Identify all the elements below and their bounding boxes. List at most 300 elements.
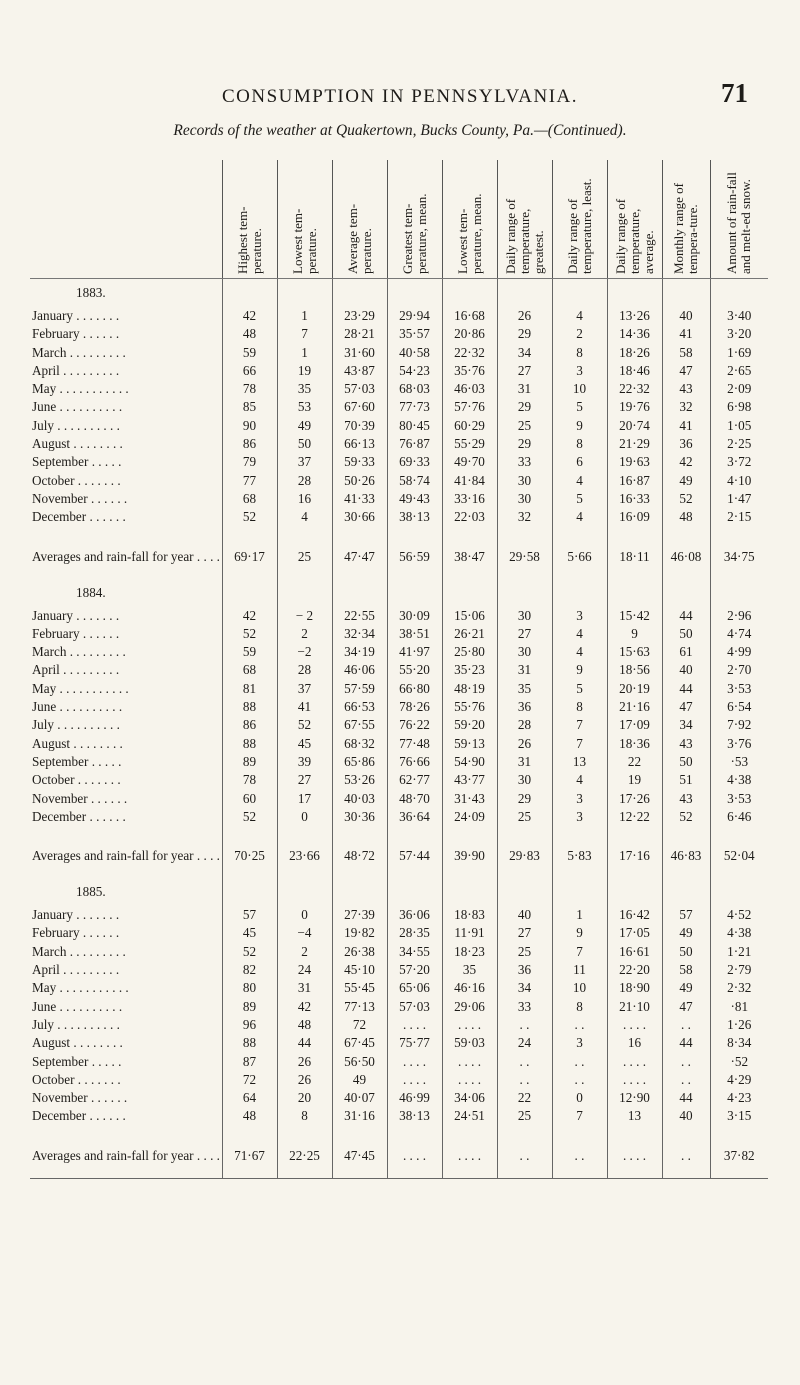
data-cell: 30	[497, 771, 552, 789]
data-cell: 48·19	[442, 680, 497, 698]
table-row	[30, 716, 768, 734]
table-row	[30, 906, 768, 924]
data-cell: 77·13	[332, 998, 387, 1016]
data-cell: 57	[662, 906, 710, 924]
data-cell: 28	[497, 716, 552, 734]
column-header-text: Daily range of temperature, average.	[612, 198, 656, 274]
data-cell: 58·74	[387, 472, 442, 490]
data-cell: 28·21	[332, 325, 387, 343]
empty-cell	[332, 826, 387, 834]
data-cell: 9	[552, 924, 607, 942]
empty-cell	[277, 878, 332, 906]
data-cell: 16·42	[607, 906, 662, 924]
empty-cell	[30, 527, 222, 535]
empty-cell	[387, 579, 442, 607]
empty-cell	[442, 579, 497, 607]
table-row	[30, 790, 768, 808]
empty-cell	[662, 878, 710, 906]
data-cell: . . . .	[387, 1016, 442, 1034]
data-cell: 41	[662, 417, 710, 435]
averages-label: Averages and rain-fall for year . . . .	[32, 848, 220, 864]
data-cell: 78·26	[387, 698, 442, 716]
column-header	[277, 160, 332, 279]
data-cell: 36·64	[387, 808, 442, 826]
table-row	[30, 808, 768, 826]
month-label: June . . . . . . . . . .	[32, 399, 123, 415]
data-cell: 19·82	[332, 924, 387, 942]
data-cell: 4	[552, 771, 607, 789]
average-cell: 70·25	[222, 834, 277, 878]
year-heading-row	[30, 279, 768, 308]
table-row	[30, 643, 768, 661]
data-cell: 1	[552, 906, 607, 924]
data-cell: 2·79	[710, 961, 768, 979]
table-row	[30, 307, 768, 325]
month-label: April . . . . . . . . .	[32, 962, 120, 978]
column-header	[442, 160, 497, 279]
data-cell: 85	[222, 398, 277, 416]
data-cell: 22·32	[442, 344, 497, 362]
data-cell: 24	[497, 1034, 552, 1052]
table-body	[30, 279, 768, 1179]
data-cell: 26	[497, 735, 552, 753]
data-cell: 2	[277, 943, 332, 961]
empty-cell	[552, 279, 607, 308]
month-label: October . . . . . . .	[32, 1071, 121, 1087]
table-row	[30, 453, 768, 471]
data-cell: 16·09	[607, 508, 662, 526]
data-cell: 19	[607, 771, 662, 789]
data-cell: 16·87	[607, 472, 662, 490]
column-header	[332, 160, 387, 279]
data-cell: 17·09	[607, 716, 662, 734]
data-cell: . . . .	[387, 1071, 442, 1089]
data-cell: 40	[497, 906, 552, 924]
data-cell: 45	[222, 924, 277, 942]
average-cell: . . . .	[442, 1134, 497, 1179]
data-cell: 32·34	[332, 625, 387, 643]
column-header-text: Highest tem-perature.	[234, 206, 264, 274]
data-cell: 22·32	[607, 380, 662, 398]
data-cell: 4	[552, 508, 607, 526]
data-cell: 8	[552, 435, 607, 453]
data-cell: 3	[552, 607, 607, 625]
spacer-row	[30, 527, 768, 535]
data-cell: 52	[222, 508, 277, 526]
data-cell: . .	[662, 1053, 710, 1071]
year-label: 1884.	[76, 584, 106, 600]
data-cell: . . . .	[607, 1016, 662, 1034]
data-cell: 67·45	[332, 1034, 387, 1052]
table-row	[30, 735, 768, 753]
empty-cell	[607, 279, 662, 308]
empty-cell	[497, 527, 552, 535]
data-cell: 1·69	[710, 344, 768, 362]
data-cell: 16	[277, 490, 332, 508]
data-cell: 30	[497, 643, 552, 661]
data-cell: 49	[332, 1071, 387, 1089]
month-label: May . . . . . . . . . . .	[32, 680, 129, 696]
data-cell: 55·45	[332, 979, 387, 997]
data-cell: 59·03	[442, 1034, 497, 1052]
month-label: November . . . . . .	[32, 790, 128, 806]
data-cell: 18·26	[607, 344, 662, 362]
data-cell: 30	[497, 490, 552, 508]
data-cell: 7·92	[710, 716, 768, 734]
empty-cell	[662, 527, 710, 535]
data-cell: 55·76	[442, 698, 497, 716]
data-cell: 43	[662, 735, 710, 753]
data-cell: 9	[552, 661, 607, 679]
column-header	[387, 160, 442, 279]
data-cell: 16·61	[607, 943, 662, 961]
data-cell: 5	[552, 680, 607, 698]
data-cell: 46·06	[332, 661, 387, 679]
data-cell: 3·76	[710, 735, 768, 753]
month-label: March . . . . . . . . .	[32, 943, 126, 959]
month-label: March . . . . . . . . .	[32, 644, 126, 660]
averages-row	[30, 535, 768, 579]
data-cell: 34	[497, 979, 552, 997]
average-cell: 5·66	[552, 535, 607, 579]
data-cell: 54·90	[442, 753, 497, 771]
month-label: October . . . . . . .	[32, 772, 121, 788]
month-label: July . . . . . . . . . .	[32, 1016, 120, 1032]
data-cell: 1·05	[710, 417, 768, 435]
data-cell: 1·26	[710, 1016, 768, 1034]
data-cell: 77·48	[387, 735, 442, 753]
empty-cell	[332, 279, 387, 308]
data-cell: 87	[222, 1053, 277, 1071]
data-cell: . .	[662, 1016, 710, 1034]
data-cell: 52	[222, 943, 277, 961]
data-cell: 29	[497, 325, 552, 343]
data-cell: 2	[277, 625, 332, 643]
data-cell: 60·29	[442, 417, 497, 435]
data-cell: 70·39	[332, 417, 387, 435]
data-cell: 6·98	[710, 398, 768, 416]
data-cell: 62·77	[387, 771, 442, 789]
data-cell: 40	[662, 307, 710, 325]
table-row	[30, 771, 768, 789]
column-header-text: Greatest tem-perature, mean.	[399, 193, 429, 274]
data-cell: 1·47	[710, 490, 768, 508]
table-row	[30, 979, 768, 997]
year-heading-row	[30, 579, 768, 607]
data-cell: −2	[277, 643, 332, 661]
data-cell: 18·90	[607, 979, 662, 997]
data-cell: 25	[497, 943, 552, 961]
data-cell: ·81	[710, 998, 768, 1016]
table-row	[30, 344, 768, 362]
column-header	[662, 160, 710, 279]
empty-cell	[710, 826, 768, 834]
empty-cell	[497, 579, 552, 607]
data-cell: 33	[497, 998, 552, 1016]
empty-cell	[277, 579, 332, 607]
data-cell: 25·80	[442, 643, 497, 661]
data-cell: . .	[552, 1053, 607, 1071]
data-cell: 16	[607, 1034, 662, 1052]
data-cell: − 2	[277, 607, 332, 625]
data-cell: 26	[497, 307, 552, 325]
column-header-text: Monthly range of tempera-ture.	[671, 183, 700, 274]
data-cell: 3	[552, 790, 607, 808]
data-cell: 49	[277, 417, 332, 435]
data-cell: 35·57	[387, 325, 442, 343]
data-cell: 48	[222, 325, 277, 343]
data-cell: 59·33	[332, 453, 387, 471]
month-label: May . . . . . . . . . . .	[32, 980, 129, 996]
data-cell: 0	[277, 808, 332, 826]
table-row	[30, 1107, 768, 1125]
empty-cell	[332, 1126, 387, 1134]
empty-cell	[222, 527, 277, 535]
empty-cell	[332, 579, 387, 607]
table-row	[30, 362, 768, 380]
data-cell: 50	[662, 753, 710, 771]
data-cell: 49	[662, 924, 710, 942]
table-row	[30, 661, 768, 679]
data-cell: 3·40	[710, 307, 768, 325]
weather-records-table	[30, 160, 768, 1179]
data-cell: 36	[662, 435, 710, 453]
data-cell: 11·91	[442, 924, 497, 942]
data-cell: 88	[222, 735, 277, 753]
table-row	[30, 698, 768, 716]
empty-cell	[662, 579, 710, 607]
month-label: September . . . . .	[32, 1053, 122, 1069]
data-cell: 2	[552, 325, 607, 343]
empty-cell	[552, 1126, 607, 1134]
data-cell: 82	[222, 961, 277, 979]
month-label: September . . . . .	[32, 753, 122, 769]
data-cell: 34·55	[387, 943, 442, 961]
data-cell: 72	[332, 1016, 387, 1034]
data-cell: 27	[497, 362, 552, 380]
month-label: January . . . . . . .	[32, 907, 120, 923]
data-cell: 31	[497, 661, 552, 679]
data-cell: 20·86	[442, 325, 497, 343]
data-cell: 51	[662, 771, 710, 789]
empty-cell	[332, 878, 387, 906]
empty-cell	[277, 1126, 332, 1134]
empty-cell	[277, 826, 332, 834]
data-cell: 21·16	[607, 698, 662, 716]
data-cell: 4·23	[710, 1089, 768, 1107]
data-cell: 24	[277, 961, 332, 979]
table-row	[30, 417, 768, 435]
data-cell: 2·70	[710, 661, 768, 679]
data-cell: 28	[277, 472, 332, 490]
data-cell: 29·06	[442, 998, 497, 1016]
averages-label: Averages and rain-fall for year . . . .	[30, 1134, 222, 1179]
empty-cell	[552, 878, 607, 906]
data-cell: 43	[662, 790, 710, 808]
table-row	[30, 1053, 768, 1071]
month-label: June . . . . . . . . . .	[32, 998, 123, 1014]
data-cell: 36	[497, 961, 552, 979]
data-cell: 47	[662, 698, 710, 716]
average-cell: 22·25	[277, 1134, 332, 1179]
month-label: June . . . . . . . . . .	[32, 699, 123, 715]
data-cell: 58	[662, 961, 710, 979]
empty-cell	[222, 1126, 277, 1134]
empty-cell	[387, 826, 442, 834]
data-cell: 49·43	[387, 490, 442, 508]
data-cell: 28	[277, 661, 332, 679]
month-label: December . . . . . .	[32, 808, 126, 824]
data-cell: 56·50	[332, 1053, 387, 1071]
empty-cell	[222, 826, 277, 834]
averages-row	[30, 1134, 768, 1179]
data-cell: 8·34	[710, 1034, 768, 1052]
data-cell: . . . .	[387, 1053, 442, 1071]
average-cell: 69·17	[222, 535, 277, 579]
data-cell: 24·09	[442, 808, 497, 826]
empty-cell	[662, 279, 710, 308]
data-cell: 34	[497, 344, 552, 362]
data-cell: 44	[662, 680, 710, 698]
data-cell: 23·29	[332, 307, 387, 325]
data-cell: 90	[222, 417, 277, 435]
column-header	[710, 160, 768, 279]
data-cell: 3	[552, 808, 607, 826]
data-cell: 86	[222, 716, 277, 734]
average-cell: 47·47	[332, 535, 387, 579]
table-row	[30, 508, 768, 526]
data-cell: 7	[277, 325, 332, 343]
data-cell: 76·66	[387, 753, 442, 771]
data-cell: 78	[222, 380, 277, 398]
average-cell: . . . .	[607, 1134, 662, 1179]
data-cell: 76·87	[387, 435, 442, 453]
data-cell: 41·33	[332, 490, 387, 508]
data-cell: 49·70	[442, 453, 497, 471]
table-row	[30, 325, 768, 343]
empty-cell	[277, 279, 332, 308]
data-cell: 29	[497, 435, 552, 453]
empty-cell	[662, 1126, 710, 1134]
data-cell: 58	[662, 344, 710, 362]
data-cell: 2·32	[710, 979, 768, 997]
column-header-row	[30, 160, 768, 279]
data-cell: 2·25	[710, 435, 768, 453]
table-row	[30, 680, 768, 698]
data-cell: 67·55	[332, 716, 387, 734]
empty-cell	[497, 279, 552, 308]
data-cell: 2·65	[710, 362, 768, 380]
data-cell: 32	[497, 508, 552, 526]
empty-cell	[387, 1126, 442, 1134]
data-cell: 4	[552, 472, 607, 490]
data-cell: 6	[552, 453, 607, 471]
data-cell: 43·87	[332, 362, 387, 380]
data-cell: 21·10	[607, 998, 662, 1016]
data-cell: 86	[222, 435, 277, 453]
data-cell: 68·03	[387, 380, 442, 398]
data-cell: 37	[277, 680, 332, 698]
data-cell: 3·53	[710, 790, 768, 808]
table-row	[30, 961, 768, 979]
table-row	[30, 398, 768, 416]
data-cell: 47	[662, 998, 710, 1016]
data-cell: 57	[222, 906, 277, 924]
data-cell: 26·21	[442, 625, 497, 643]
data-cell: 66	[222, 362, 277, 380]
data-cell: 57·59	[332, 680, 387, 698]
empty-cell	[607, 826, 662, 834]
data-cell: 80·45	[387, 417, 442, 435]
data-cell: 46·99	[387, 1089, 442, 1107]
data-cell: 32	[662, 398, 710, 416]
data-cell: 4·38	[710, 771, 768, 789]
data-cell: 88	[222, 698, 277, 716]
empty-cell	[710, 878, 768, 906]
data-cell: 33	[497, 453, 552, 471]
data-cell: 41	[277, 698, 332, 716]
data-cell: 34·19	[332, 643, 387, 661]
data-cell: 52	[222, 625, 277, 643]
month-label: July . . . . . . . . . .	[32, 417, 120, 433]
table-row	[30, 472, 768, 490]
averages-label: Averages and rain-fall for year . . . .	[32, 548, 220, 564]
data-cell: 19·76	[607, 398, 662, 416]
data-cell: 55·29	[442, 435, 497, 453]
data-cell: 69·33	[387, 453, 442, 471]
month-label: February . . . . . .	[32, 625, 120, 641]
average-cell: 18·11	[607, 535, 662, 579]
data-cell: 54·23	[387, 362, 442, 380]
empty-cell	[607, 878, 662, 906]
average-cell: 23·66	[277, 834, 332, 878]
average-cell: 29·58	[497, 535, 552, 579]
empty-cell	[30, 826, 222, 834]
data-cell: 18·46	[607, 362, 662, 380]
column-header	[222, 160, 277, 279]
data-cell: 0	[552, 1089, 607, 1107]
data-cell: 18·83	[442, 906, 497, 924]
data-cell: 12·22	[607, 808, 662, 826]
month-label: January . . . . . . .	[32, 308, 120, 323]
spacer-row	[30, 1126, 768, 1134]
data-cell: 24·51	[442, 1107, 497, 1125]
empty-cell	[442, 527, 497, 535]
table-row	[30, 1034, 768, 1052]
data-cell: . .	[497, 1071, 552, 1089]
average-cell: 17·16	[607, 834, 662, 878]
month-label: December . . . . . .	[32, 509, 126, 525]
empty-cell	[442, 826, 497, 834]
data-cell: 53·26	[332, 771, 387, 789]
data-cell: 41·84	[442, 472, 497, 490]
data-cell: 77	[222, 472, 277, 490]
data-cell: . .	[552, 1071, 607, 1089]
month-label: April . . . . . . . . .	[32, 362, 120, 378]
month-label: September . . . . .	[32, 454, 122, 470]
data-cell: 31·60	[332, 344, 387, 362]
data-cell: 31	[497, 380, 552, 398]
data-cell: 4	[277, 508, 332, 526]
data-cell: 16·33	[607, 490, 662, 508]
table-row	[30, 625, 768, 643]
data-cell: 46·16	[442, 979, 497, 997]
empty-cell	[497, 1126, 552, 1134]
empty-cell	[662, 826, 710, 834]
data-cell: 13	[607, 1107, 662, 1125]
data-cell: . .	[552, 1016, 607, 1034]
page-number: 71	[721, 78, 748, 108]
